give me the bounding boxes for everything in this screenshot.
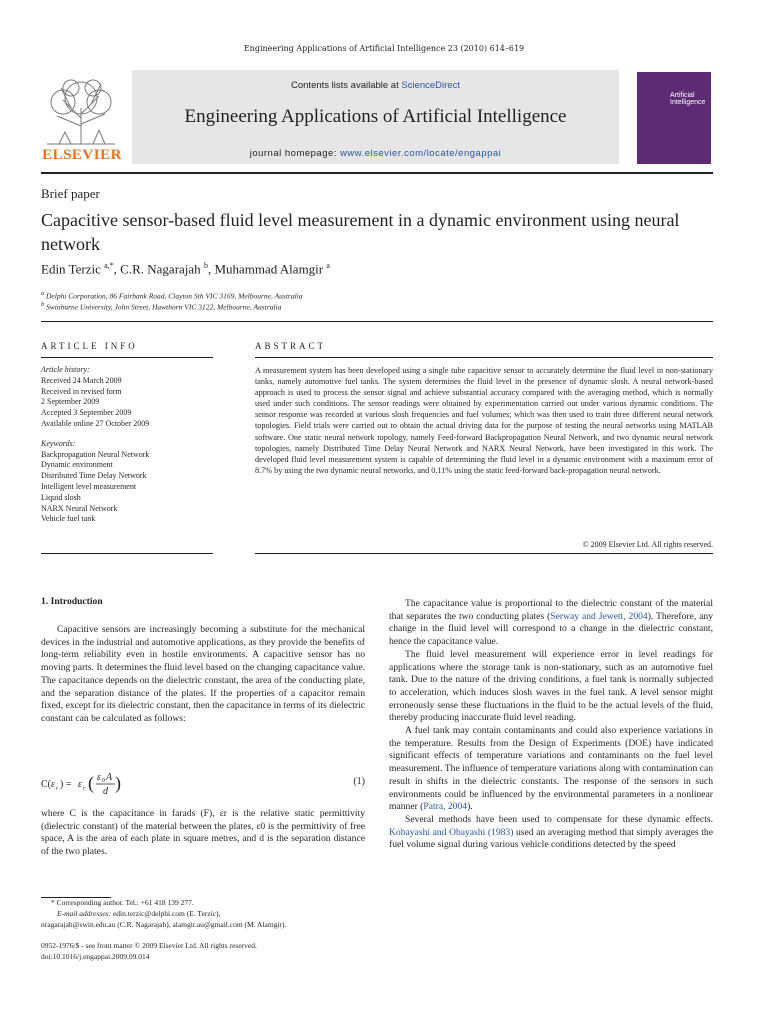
paragraph — [389, 814, 713, 852]
svg-text:ε: ε — [78, 779, 82, 790]
svg-text:C(: C( — [41, 779, 51, 790]
keyword: Liquid slosh — [41, 492, 81, 502]
citation-link[interactable]: Serway and Jewett, 2004 — [550, 610, 648, 622]
article-info-label: ARTICLE INFO — [41, 341, 138, 351]
journal-citation: Engineering Applications of Artificial Intelligence 23 (2010) 614–619 — [243, 44, 525, 53]
email-label: E-mail addresses: — [57, 908, 112, 918]
author-name: Muhammad Alamgir — [214, 261, 324, 277]
text: Several methods have been used to compensate for these dynamic effects. — [405, 813, 713, 825]
journal-title: Engineering Applications of Artificial Intelligence — [184, 106, 567, 127]
affiliation — [41, 290, 303, 301]
elsevier-tree-logo — [41, 78, 121, 164]
history-item: Received 24 March 2009 — [41, 375, 122, 385]
author-sup[interactable]: b — [203, 261, 208, 270]
equation-1 — [41, 770, 365, 798]
article-info — [41, 365, 213, 525]
keyword: Distributed Time Delay Network — [41, 471, 147, 481]
capacitance-formula — [41, 770, 161, 798]
abstract-rule — [255, 357, 713, 358]
history-item: Accepted 3 September 2009 — [41, 408, 132, 418]
abstract-bottom-rule — [255, 553, 713, 554]
intro-right-column — [389, 598, 713, 852]
tree-icon — [41, 78, 121, 146]
history-item: Available online 27 October 2009 — [41, 418, 150, 428]
svg-text:r: r — [83, 786, 86, 792]
citation-link[interactable]: Patra, 2004 — [423, 801, 468, 813]
article-type: Brief paper — [41, 186, 100, 201]
abstract-text: A measurement system has been developed using a single tube capacitive sensor to accurately determine the fluid level in non-stationary tanks, namely automotive fuel tanks. The system determines the fluid level in the presence of dynamic slosh. A neural network-based approach is used to process the sensor signal and achieve substantial accuracy compared with the averaging method, which is normally used under such conditions. The sensor readings were obtained by experimentation carried out under various dynamic conditions. The sensor response was recorded at various slosh frequencies and fuel volumes; which was then used to train three different neural network topologies. Field trials were carried out to obtain the actual driving data for the purpose of testing the neural networks using MATLAB software. One static neural network topology, namely Feed-forward Backpropagation Neural Network, and two dynamic neural network topologies, namely Distributed Time Delay Neural Network and NARX Neural Network, have been investigated in this work. The developed fluid level measurement system is capable of determining the fluid level in a dynamic environment with a maximum error of 8.7% by using the two dynamic neural networks, and 0.11% using the static feed-forward back-propagation neural network. — [255, 366, 713, 475]
journal-homepage-link[interactable]: www.elsevier.com/locate/engappai — [340, 148, 502, 159]
front-matter — [41, 940, 365, 962]
email-line — [41, 909, 365, 920]
keyword: Intelligent level measurement — [41, 481, 137, 491]
equation-number: (1) — [353, 776, 365, 787]
svg-text:ε: ε — [97, 772, 101, 783]
affiliation — [41, 301, 281, 312]
paragraph: The fluid level measurement will experience error in level readings for applications where the storage tank is non-stationary, such as an automotive fuel tank. Due to the nature of the driving conditions, a fuel tank is normally subjected to acceleration, which induces slosh waves in the fuel tank. A level sensor might erroneously sense these fluctuations in the fluid to be the actual levels of the fluid, thereby producing inaccurate fluid level reading. — [389, 648, 713, 724]
corresponding-author: * Corresponding author. Tel.: +61 418 139 277. — [51, 898, 194, 907]
author-list: Edin Terzic $^{a,*}$, C.R. Nagarajah $^b$, Muhammad Alamgir $^a$ — [41, 261, 330, 277]
journal-header-box — [132, 70, 619, 164]
masthead — [41, 70, 711, 164]
journal-cover-thumbnail — [637, 72, 711, 164]
homepage-line — [132, 148, 619, 159]
history-heading: Article history: — [41, 365, 90, 374]
citation-link[interactable]: Kobayashi and Obayashi (1983) — [389, 826, 514, 838]
svg-text:0: 0 — [102, 778, 105, 784]
info-rule — [41, 357, 213, 358]
text: ). — [467, 801, 473, 813]
info-bottom-rule — [41, 553, 213, 554]
keyword: Dynamic environment — [41, 460, 113, 470]
svg-text:(: ( — [88, 773, 94, 793]
author-name: C.R. Nagarajah — [120, 261, 201, 277]
svg-text:d: d — [103, 786, 108, 797]
paragraph: where C is the capacitance in farads (F), εr is the relative static permittivity (dielectric constant) of the material between the plates, ε0 is the permittivity of free space, A is the area of each plate in square metres, and d is the separation distance of the two plates. — [41, 808, 365, 858]
author-sup[interactable]: a — [326, 261, 330, 270]
affiliation-sup: b — [41, 301, 45, 308]
issn-line: 0952-1976/$ - see front matter © 2009 Elsevier Ltd. All rights reserved. — [41, 941, 257, 950]
intro-after-equation — [41, 808, 365, 859]
svg-text:A: A — [106, 772, 113, 783]
history-item: Received in revised form — [41, 386, 122, 396]
text: A fuel tank may contain contaminants and could also experience variations in the temperature. Results from the Design of Experiments (DOE) have indicated significant effects of temperature variations and contaminants on the fuel level measurement. The influence of temperature variations along with contamination can result in shifts in the dielectric constants. The response of the sensors in such environments could be influenced by the environmental parameters in a nonlinear manner ( — [389, 725, 713, 813]
header-rule — [41, 172, 713, 174]
author-name: Edin Terzic — [41, 261, 101, 277]
intro-left-paragraph — [41, 624, 365, 726]
keywords-heading: Keywords: — [41, 438, 76, 448]
publisher-name: ELSEVIER — [42, 147, 122, 163]
paragraph: Capacitive sensors are increasingly becoming a substitute for the mechanical devices in the industrial and automotive applications, as they provide the benefits of long-term reliability even in hostile environments. A capacitive sensor has no moving parts. It determines the fluid level based on the changing capacitance value. The capacitance depends on the dielectric constant, the area of the conducting plate, and the separation distance of the plates. If the properties of a capacitor remain fixed, except for its dielectric constant, then the capacitance in terms of its dielectric constant can be calculated as follows: — [41, 624, 365, 724]
article-title: Capacitive sensor-based fluid level measurement in a dynamic environment using neural network — [41, 210, 680, 254]
affiliation-text: Swinburne University, John Street, Hawthorn VIC 3122, Melbourne, Australia — [46, 302, 282, 312]
keyword: Backpropagation Neural Network — [41, 449, 150, 459]
svg-text:ε: ε — [51, 779, 55, 790]
sciencedirect-link[interactable]: ScienceDirect — [401, 80, 460, 91]
svg-text:): ) — [115, 773, 121, 793]
paragraph — [389, 598, 713, 649]
contents-prefix: Contents lists available at — [291, 80, 402, 91]
homepage-prefix: journal homepage: — [249, 148, 341, 159]
author-sup[interactable]: a,* — [104, 261, 114, 270]
abstract-label: ABSTRACT — [255, 341, 327, 351]
email-value[interactable]: edin.terzic@delphi.com (E. Terzic), — [111, 908, 221, 918]
email-line[interactable]: nragarajah@swin.edu.au (C.R. Nagarajah), alamgir.au@gmail.com (M. Alamgir). — [41, 919, 287, 929]
doi-line[interactable]: doi:10.1016/j.engappai.2009.09.014 — [41, 952, 150, 961]
cover-title: Artificial Intelligence — [670, 92, 706, 106]
affiliation-sup: a — [41, 290, 45, 297]
footnote — [41, 898, 365, 930]
copyright: © 2009 Elsevier Ltd. All rights reserved. — [582, 540, 713, 549]
keyword: NARX Neural Network — [41, 503, 118, 513]
paragraph — [389, 725, 713, 814]
keyword: Vehicle fuel tank — [41, 514, 96, 524]
text: used an averaging method that simply averages the fuel volume signal during various vehicle conditions detected by the speed — [389, 826, 713, 851]
section-heading-introduction: 1. Introduction — [41, 596, 103, 607]
svg-text:) =: ) = — [60, 779, 72, 790]
text: The capacitance value is proportional to the dielectric constant of the material that separates the two conducting plates ( — [389, 598, 713, 622]
text: ). Therefore, any change in the fluid level will correspond to a change in the dielectric constant, hence the capacitance value. — [389, 610, 714, 648]
history-item: 2 September 2009 — [41, 397, 100, 407]
section-rule — [41, 321, 713, 322]
contents-line — [132, 80, 619, 91]
svg-text:r: r — [56, 786, 59, 792]
affiliation-text: Delphi Corporation, 86 Fairbank Road, Clayton Sth VIC 3169, Melbourne, Australia — [46, 291, 303, 301]
